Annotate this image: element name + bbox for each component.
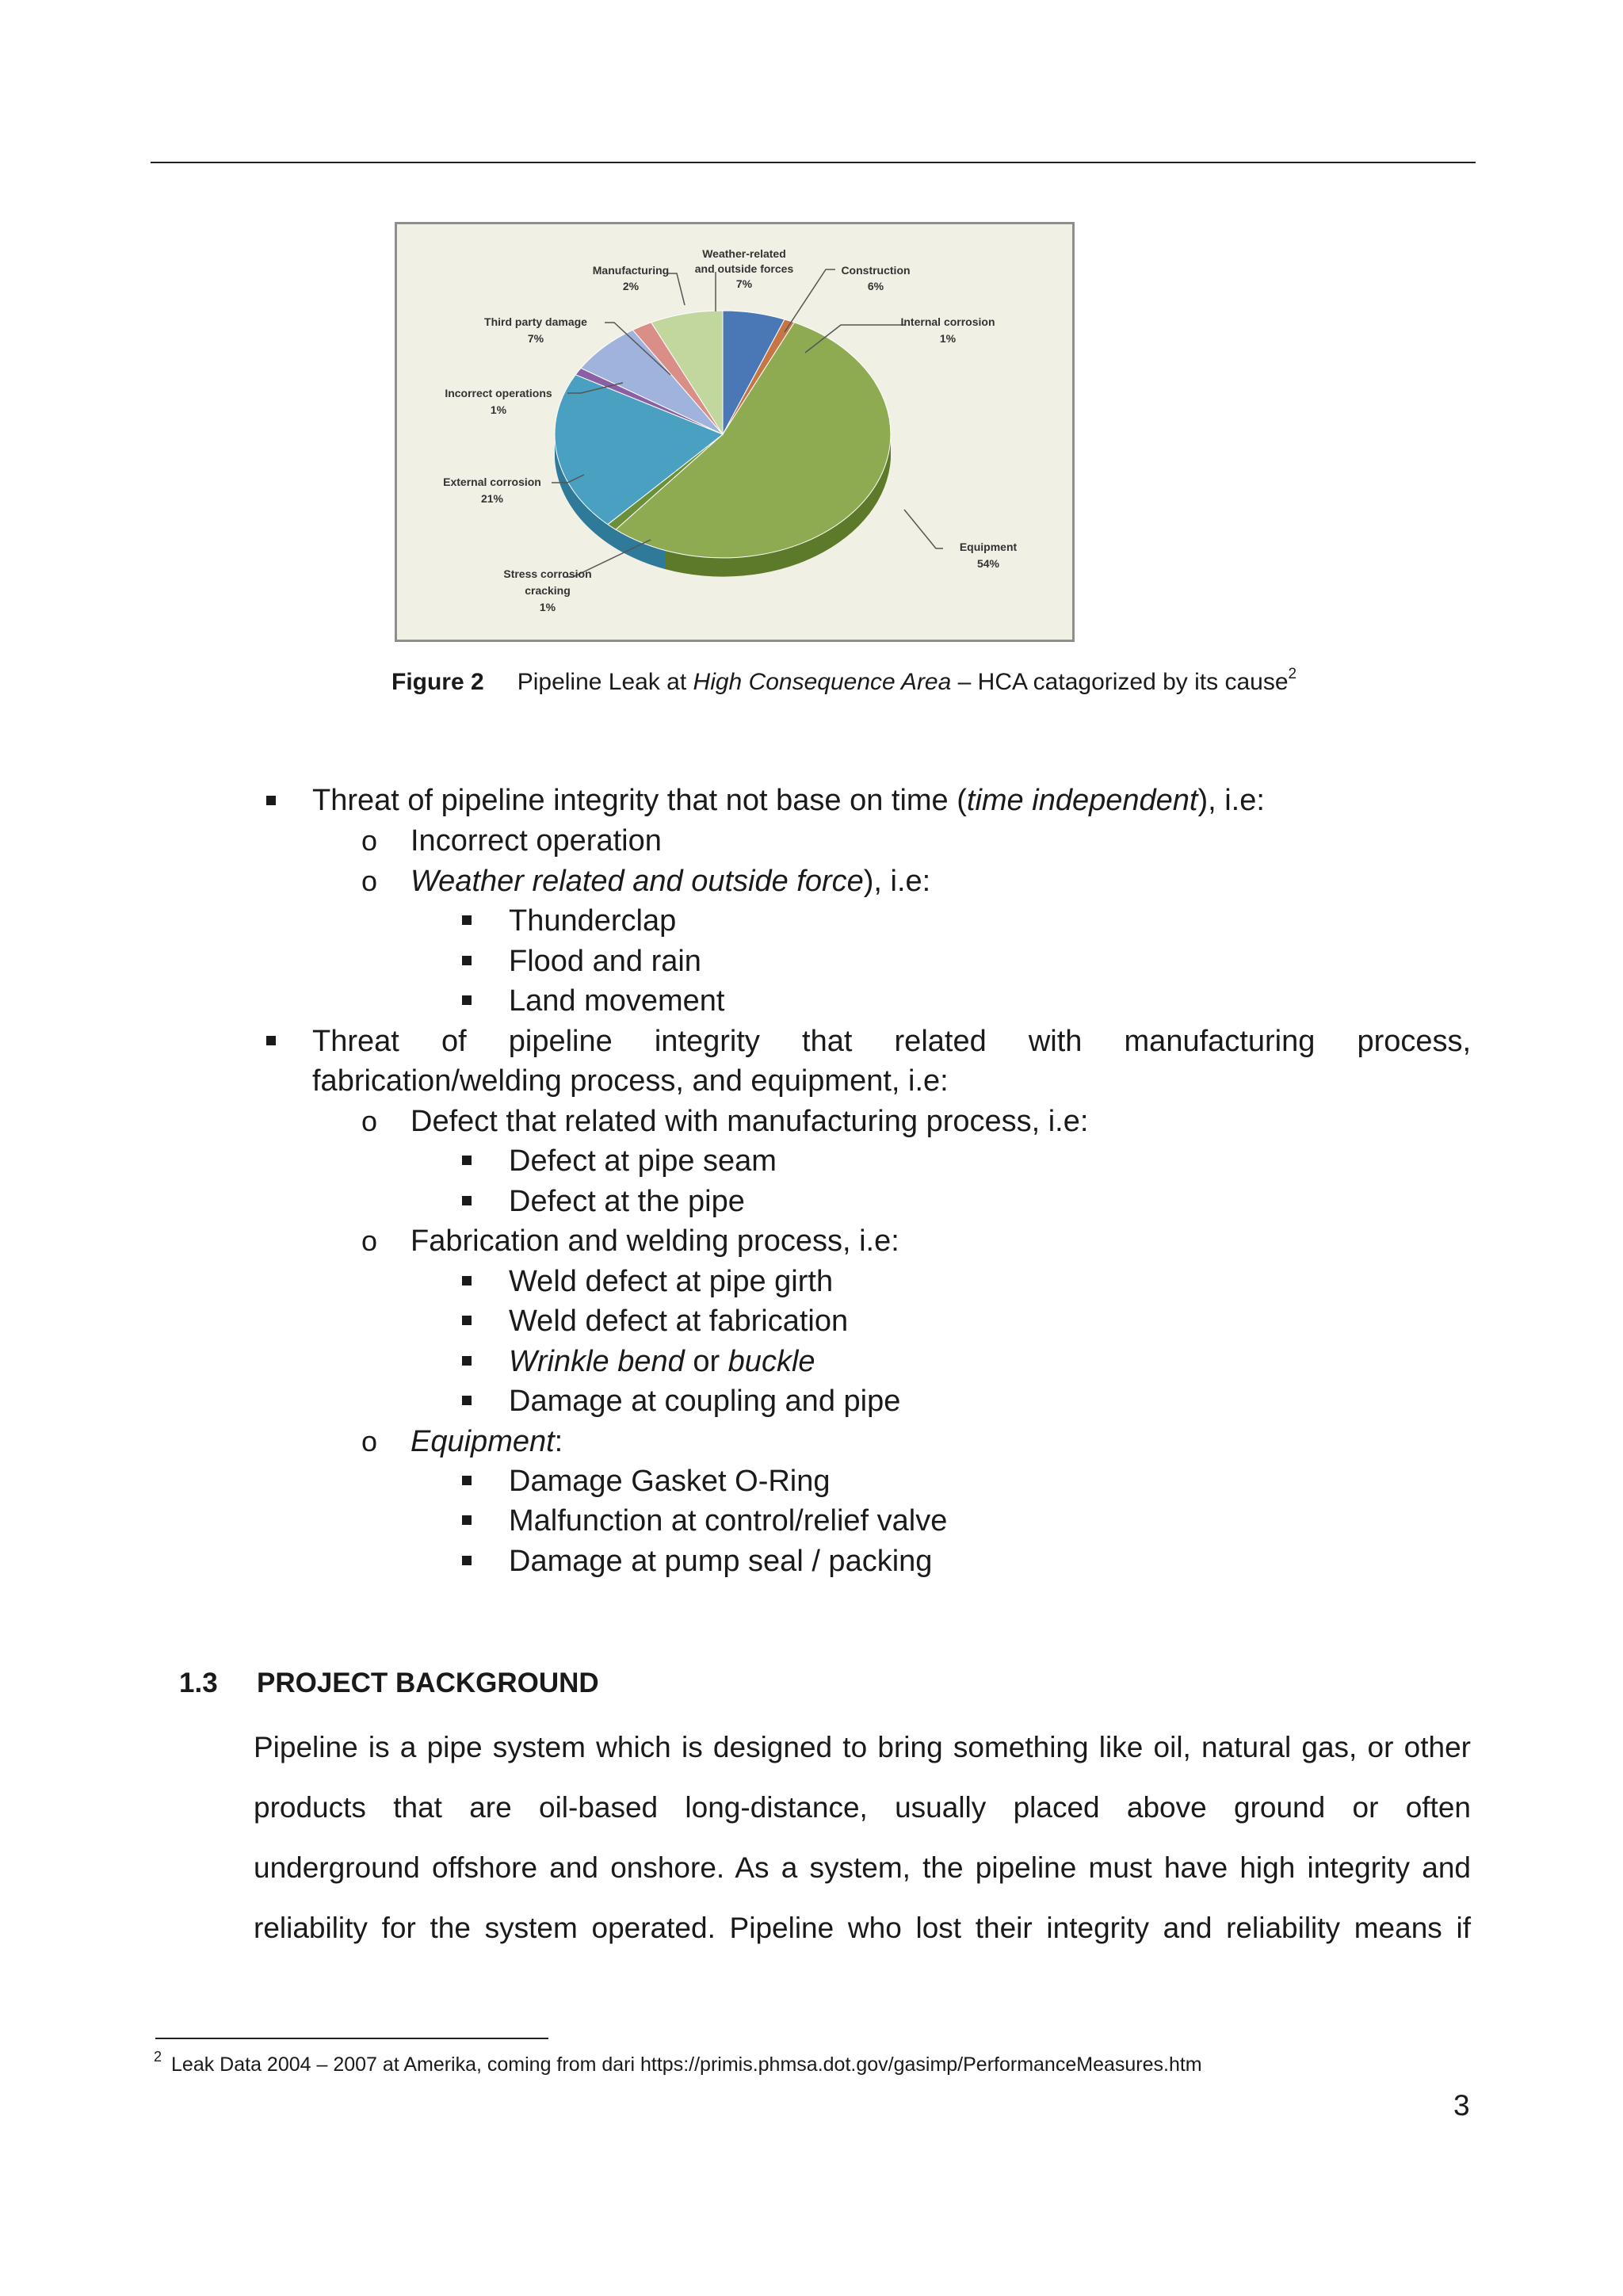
threat-time-post: ), i.e: [1197, 784, 1265, 817]
paragraph-line-2: products that are oil-based long-distance, usually placed above ground or often [254, 1791, 1471, 1824]
word: related [894, 1025, 987, 1058]
label-weather [695, 247, 794, 290]
bullet-square [266, 1036, 276, 1045]
label-manufacturing [593, 264, 669, 292]
word: Threat [312, 1025, 399, 1058]
figure-caption-italic: High Consequence Area [693, 669, 952, 695]
paragraph-line-4: reliability for the system operated. Pipeline who lost their integrity and reliability means if [254, 1912, 1471, 1944]
label-incorrect-operations-name: Incorrect operations [445, 387, 552, 399]
label-third-party-name: Third party damage [484, 315, 587, 328]
footnote-rule [155, 2038, 548, 2039]
weather-italic: Weather related and outside force [411, 865, 864, 898]
label-internal-corrosion-value: 1% [939, 332, 957, 345]
list-item-weld-girth: Weld defect at pipe girth [509, 1265, 834, 1298]
equipment-post: : [554, 1425, 563, 1458]
threat-time-italic: time independent [966, 784, 1198, 817]
label-manufacturing-value: 2% [622, 280, 640, 292]
bullet-square [462, 995, 472, 1005]
label-external-corrosion-value: 21% [480, 492, 504, 505]
bullet-circle: o [361, 1425, 378, 1457]
bullet-square [462, 1556, 472, 1565]
label-equipment-name: Equipment [959, 541, 1018, 553]
wrinkle-or: or [684, 1345, 728, 1378]
label-stress-corrosion-line1: Stress corrosion [503, 567, 592, 580]
paragraph-line-3: underground offshore and onshore. As a system, the pipeline must have high integrity and [254, 1851, 1471, 1884]
label-incorrect-operations-value: 1% [490, 403, 507, 416]
weather-post: ), i.e: [863, 865, 931, 898]
section-title: PROJECT BACKGROUND [257, 1668, 599, 1698]
list-item-fabrication: Fabrication and welding process, i.e: [411, 1224, 899, 1258]
bullet-square [462, 1356, 472, 1366]
figure-caption-post: – HCA catagorized by its cause [951, 669, 1289, 695]
label-third-party [484, 315, 587, 345]
bullet-square [462, 1396, 472, 1405]
list-item-valve: Malfunction at control/relief valve [509, 1504, 948, 1538]
word: manufacturing [1124, 1025, 1316, 1058]
footnote [154, 2049, 1202, 2076]
label-external-corrosion [443, 476, 541, 505]
list-item-damage-coupling: Damage at coupling and pipe [509, 1385, 901, 1418]
figure-caption [391, 666, 1296, 696]
label-equipment-value: 54% [976, 557, 1000, 570]
word: of [441, 1025, 467, 1058]
label-weather-value: 7% [735, 277, 753, 290]
list-item-gasket: Damage Gasket O-Ring [509, 1465, 831, 1498]
list-item-incorrect-operation: Incorrect operation [411, 824, 662, 858]
label-weather-line1: Weather-related [702, 247, 786, 260]
list-item-flood-rain: Flood and rain [509, 945, 701, 978]
list-item-land-movement: Land movement [509, 984, 725, 1018]
bullet-circle: o [361, 1105, 378, 1137]
list-item-weld-fabrication: Weld defect at fabrication [509, 1305, 849, 1338]
bullet-square [462, 1196, 472, 1205]
list-item-threat-time [312, 781, 1265, 820]
list-item-defect-seam: Defect at pipe seam [509, 1144, 777, 1178]
header-rule [151, 162, 1476, 163]
list-item-thunderclap: Thunderclap [509, 904, 677, 938]
bullet-circle: o [361, 1224, 378, 1257]
bullet-square [266, 796, 276, 805]
word: process, [1357, 1025, 1472, 1058]
bullet-square [462, 915, 472, 925]
figure-caption-ref: 2 [1288, 666, 1297, 682]
label-internal-corrosion-name: Internal corrosion [900, 315, 995, 328]
threat-time-pre: Threat of pipeline integrity that not base on time ( [312, 784, 967, 817]
leader-manufacturing [667, 273, 685, 305]
footnote-mark: 2 [154, 2049, 162, 2065]
list-item-threat-manufacturing-line1 [312, 1022, 1471, 1061]
label-stress-corrosion-value: 1% [539, 601, 556, 613]
label-stress-corrosion-line2: cracking [525, 584, 571, 597]
bullet-square [462, 1316, 472, 1325]
label-incorrect-operations [445, 387, 552, 416]
label-manufacturing-name: Manufacturing [592, 264, 670, 277]
figure-caption-pre: Pipeline Leak at [517, 669, 693, 695]
figure-caption-label: Figure 2 [391, 669, 484, 695]
list-item-weather [411, 861, 930, 901]
word: with [1028, 1025, 1083, 1058]
label-stress-corrosion [503, 567, 591, 613]
bullet-square [462, 1515, 472, 1525]
label-internal-corrosion [900, 315, 995, 345]
page-number: 3 [1453, 2089, 1470, 2122]
bullet-square [462, 1476, 472, 1485]
pie-chart [397, 224, 1072, 640]
section-number: 1.3 [179, 1668, 218, 1698]
buckle-italic: buckle [727, 1345, 815, 1378]
bullet-square [462, 956, 472, 965]
wrinkle-italic: Wrinkle bend [509, 1345, 685, 1378]
label-equipment [960, 541, 1018, 570]
label-construction-name: Construction [841, 264, 911, 277]
paragraph-line-1: Pipeline is a pipe system which is designed to bring something like oil, natural gas, or other [254, 1731, 1471, 1763]
list-item-threat-manufacturing-line2: fabrication/welding process, and equipment, i.e: [312, 1064, 949, 1098]
bullet-square [462, 1276, 472, 1286]
bullet-circle: o [361, 865, 378, 897]
bullet-square [462, 1156, 472, 1165]
label-weather-line2: and outside forces [694, 262, 794, 275]
label-external-corrosion-name: External corrosion [443, 476, 541, 488]
pie-slices [555, 311, 891, 558]
label-third-party-value: 7% [527, 332, 544, 345]
pie-chart-figure [395, 222, 1075, 642]
equipment-italic: Equipment [411, 1425, 555, 1458]
label-construction-value: 6% [867, 280, 884, 292]
word: that [802, 1025, 853, 1058]
list-item-equipment [411, 1422, 563, 1461]
bullet-circle: o [361, 824, 378, 857]
word: pipeline [508, 1025, 613, 1058]
list-item-defect-manufacturing: Defect that related with manufacturing process, i.e: [411, 1105, 1089, 1138]
word: integrity [654, 1025, 760, 1058]
list-item-wrinkle-buckle [509, 1342, 815, 1381]
list-item-pump-seal: Damage at pump seal / packing [509, 1545, 933, 1578]
list-item-defect-pipe: Defect at the pipe [509, 1185, 745, 1218]
leader-equipment [904, 510, 943, 548]
footnote-text: Leak Data 2004 – 2007 at Amerika, coming from dari https://primis.phmsa.dot.gov/gasimp/PerformanceMeasures.htm [171, 2053, 1202, 2076]
label-construction [841, 264, 910, 292]
